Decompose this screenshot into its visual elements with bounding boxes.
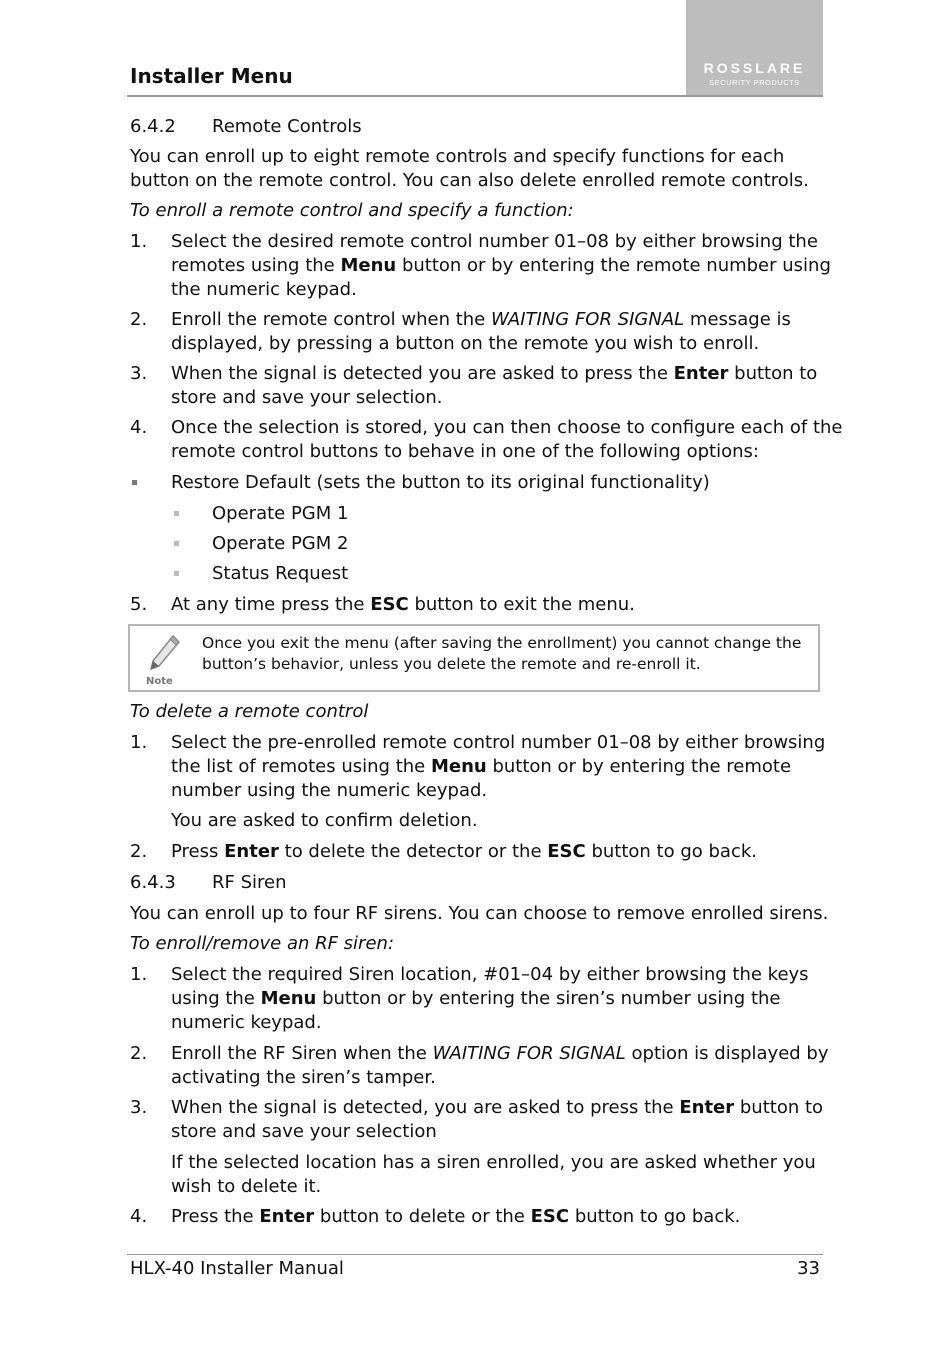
section-title: RF Siren bbox=[212, 872, 287, 893]
list-item bbox=[130, 1205, 830, 1229]
section-title: Remote Controls bbox=[212, 116, 362, 137]
step-text: store and save your selection bbox=[171, 1121, 437, 1142]
sub-bullet-text: Operate PGM 2 bbox=[212, 533, 349, 554]
step-text: Select the pre-enrolled remote control number 01–08 by either browsing bbox=[171, 732, 826, 753]
intro-line-1: You can enroll up to eight remote controls and specify functions for each bbox=[130, 146, 785, 167]
list-item bbox=[130, 230, 830, 302]
bullet-square-icon bbox=[174, 571, 179, 576]
step-text: Enroll the RF Siren when the WAITING FOR SIGNAL option is displayed by bbox=[171, 1043, 829, 1064]
list-item bbox=[130, 1096, 830, 1200]
rosslare-logo bbox=[686, 0, 823, 96]
step-text: If the selected location has a siren enrolled, you are asked whether you bbox=[171, 1152, 816, 1173]
section-number: 6.4.2 bbox=[130, 116, 176, 137]
step-number: 5. bbox=[130, 594, 148, 615]
step-number: 1. bbox=[130, 231, 148, 252]
procedure-title-enroll: To enroll a remote control and specify a function: bbox=[130, 200, 574, 221]
step-text: numeric keypad. bbox=[171, 1012, 322, 1033]
section-number: 6.4.3 bbox=[130, 872, 176, 893]
list-item bbox=[130, 416, 843, 464]
note-label: Note bbox=[146, 676, 173, 687]
step-text: Press the Enter button to delete or the ESC button to go back. bbox=[171, 1206, 741, 1227]
step-text: When the signal is detected you are asked to press the Enter button to bbox=[171, 363, 818, 384]
header-divider bbox=[127, 95, 823, 97]
step-text: remote control buttons to behave in one of the following options: bbox=[171, 441, 759, 462]
list-item bbox=[171, 502, 671, 526]
step-text: Select the required Siren location, #01–04 by either browsing the keys bbox=[171, 964, 809, 985]
list-item bbox=[130, 731, 830, 835]
step-text: Select the desired remote control number 01–08 by either browsing the bbox=[171, 231, 818, 252]
list-item bbox=[171, 562, 671, 586]
step-text: the numeric keypad. bbox=[171, 279, 357, 300]
note-line: Once you exit the menu (after saving the enrollment) you cannot change the bbox=[202, 634, 802, 652]
step-text: Enroll the remote control when the WAITING FOR SIGNAL message is bbox=[171, 309, 791, 330]
section-heading-remote-controls bbox=[130, 116, 630, 140]
page-header-title: Installer Menu bbox=[130, 64, 293, 88]
step-number: 3. bbox=[130, 1097, 148, 1118]
section-heading-rf-siren bbox=[130, 872, 630, 896]
intro-line-2: button on the remote control. You can also delete enrolled remote controls. bbox=[130, 170, 809, 191]
step-text: activating the siren’s tamper. bbox=[171, 1067, 436, 1088]
step-number: 4. bbox=[130, 1206, 148, 1227]
step-text: displayed, by pressing a button on the remote you wish to enroll. bbox=[171, 333, 760, 354]
logo-tagline: SECURITY PRODUCTS bbox=[709, 78, 800, 87]
list-item bbox=[130, 471, 830, 495]
step-number: 1. bbox=[130, 732, 148, 753]
step-text: number using the numeric keypad. bbox=[171, 780, 488, 801]
list-item bbox=[171, 532, 671, 556]
list-item bbox=[130, 308, 830, 356]
step-text: Press Enter to delete the detector or the ESC button to go back. bbox=[171, 841, 757, 862]
note-line: button’s behavior, unless you delete the remote and re-enroll it. bbox=[202, 655, 701, 673]
step-number: 4. bbox=[130, 417, 148, 438]
bullet-square-icon bbox=[174, 541, 179, 546]
footer-divider bbox=[127, 1254, 823, 1255]
sub-bullet-text: Status Request bbox=[212, 563, 349, 584]
step-text: remotes using the Menu button or by entering the remote number using bbox=[171, 255, 831, 276]
procedure-title-delete: To delete a remote control bbox=[130, 701, 369, 722]
sub-bullet-text: Operate PGM 1 bbox=[212, 503, 349, 524]
bullet-text: Restore Default (sets the button to its original functionality) bbox=[171, 472, 710, 493]
step-text: the list of remotes using the Menu button or by entering the remote bbox=[171, 756, 792, 777]
note-text bbox=[202, 633, 801, 675]
step-text: using the Menu button or by entering the siren’s number using the bbox=[171, 988, 781, 1009]
step-text: store and save your selection. bbox=[171, 387, 443, 408]
list-item bbox=[130, 362, 830, 410]
step-text: Once the selection is stored, you can then choose to configure each of the bbox=[171, 417, 843, 438]
logo-wordmark: ROSSLARE bbox=[703, 60, 806, 76]
step-number: 3. bbox=[130, 363, 148, 384]
step-text: At any time press the ESC button to exit the menu. bbox=[171, 594, 635, 615]
list-item bbox=[130, 593, 830, 617]
step-number: 2. bbox=[130, 1043, 148, 1064]
step-text: wish to delete it. bbox=[171, 1176, 322, 1197]
footer-manual-title: HLX-40 Installer Manual bbox=[130, 1258, 344, 1279]
step-text: When the signal is detected, you are asked to press the Enter button to bbox=[171, 1097, 824, 1118]
pencil-icon bbox=[143, 632, 183, 676]
step-number: 2. bbox=[130, 309, 148, 330]
list-item bbox=[130, 1042, 830, 1090]
bullet-square-icon bbox=[174, 511, 179, 516]
list-item bbox=[130, 840, 830, 864]
procedure-title-siren: To enroll/remove an RF siren: bbox=[130, 933, 395, 954]
bullet-square-icon bbox=[132, 480, 137, 485]
step-number: 2. bbox=[130, 841, 148, 862]
intro-line: You can enroll up to four RF sirens. You can choose to remove enrolled sirens. bbox=[130, 903, 829, 924]
step-text: You are asked to confirm deletion. bbox=[171, 810, 478, 831]
step-number: 1. bbox=[130, 964, 148, 985]
list-item bbox=[130, 963, 830, 1035]
page-number: 33 bbox=[797, 1258, 820, 1279]
